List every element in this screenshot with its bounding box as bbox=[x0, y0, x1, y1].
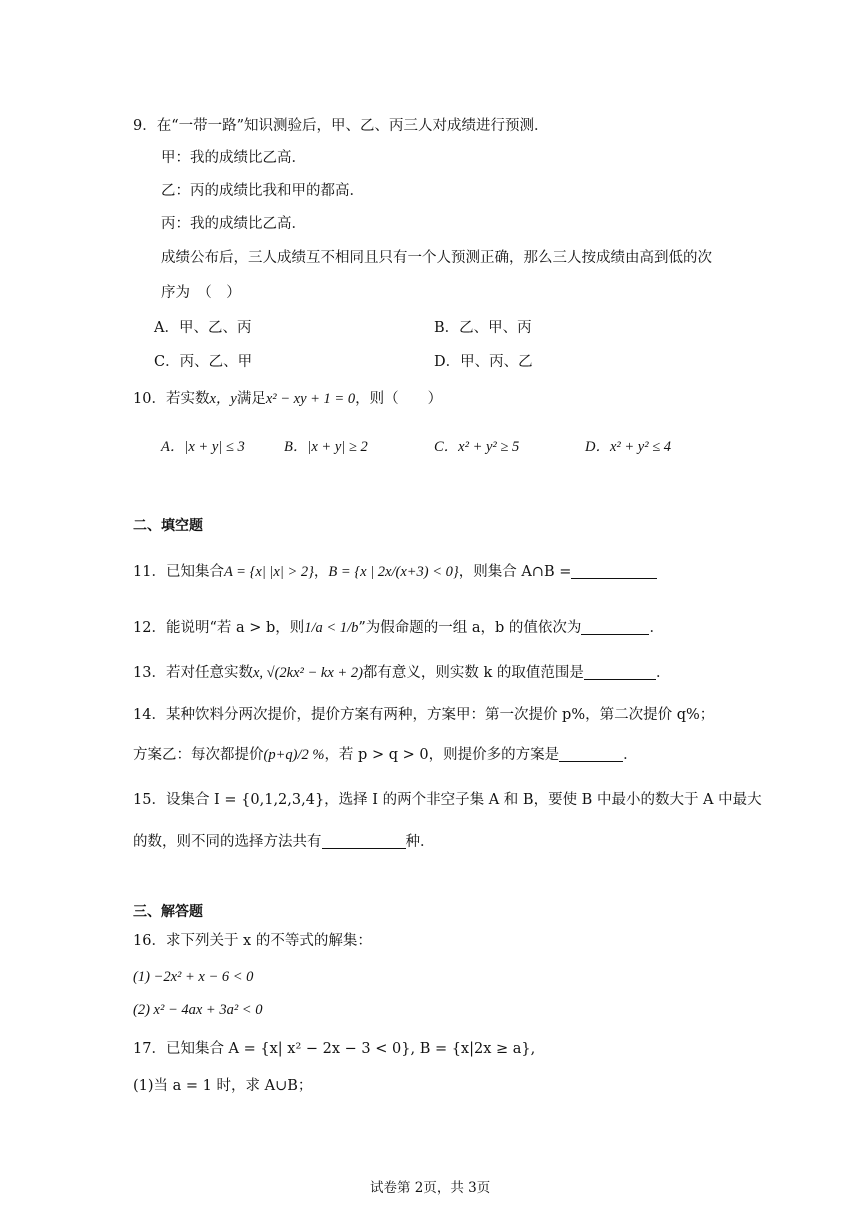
q12-inequality: 1/a < 1/b bbox=[304, 620, 359, 636]
q12-number: 12． bbox=[133, 620, 166, 636]
q11-text: 已知集合 bbox=[165, 564, 224, 580]
q13-text: ． bbox=[655, 665, 671, 681]
q15-text: 设集合 I = {0,1,2,3,4}，选择 I 的两个非空子集 A 和 B，要使 B 中最小的数大于 A 中最大 bbox=[165, 792, 762, 808]
q11-number: 11． bbox=[133, 564, 166, 580]
q15-line1 bbox=[133, 790, 762, 810]
answer-blank[interactable] bbox=[584, 664, 656, 680]
section-heading: 三、解答题 bbox=[133, 904, 203, 920]
q9-option-b: B．乙、甲、丙 bbox=[434, 320, 532, 336]
q9-stem-text: 在“一带一路”知识测验后，甲、乙、丙三人对成绩进行预测． bbox=[156, 118, 549, 134]
q13 bbox=[133, 663, 670, 683]
q10-stem bbox=[133, 389, 442, 409]
q17-stem bbox=[133, 1039, 535, 1059]
q14-line1 bbox=[133, 705, 714, 725]
q15-line2 bbox=[133, 832, 435, 852]
q9-option-d: D．甲、丙、乙 bbox=[434, 354, 533, 370]
q12-text: ． bbox=[649, 620, 664, 636]
q11: 11．已知集合A = {x| |x| > 2}，B = {x | 2x/(x+3) < 0}，则集合 A∩B = bbox=[133, 562, 657, 582]
q12-text: 能说明“若 a > b，则 bbox=[165, 620, 305, 636]
q13-text: 若对任意实数 bbox=[165, 665, 253, 681]
q9-statement: 丙：我的成绩比乙高． bbox=[161, 216, 306, 232]
q17-number: 17． bbox=[133, 1041, 166, 1057]
q9-option-c: C．丙、乙、甲 bbox=[154, 354, 253, 370]
q10-text: 满足 bbox=[236, 391, 266, 407]
q11-set-a: A = {x| |x| > 2} bbox=[223, 564, 314, 580]
q16-part1: (1) −2x² + x − 6 < 0 bbox=[133, 969, 254, 985]
answer-blank[interactable] bbox=[581, 619, 649, 635]
q12 bbox=[133, 618, 664, 638]
q14-text: 方案乙：每次都提价 bbox=[133, 747, 264, 763]
q13-number: 13． bbox=[133, 665, 166, 681]
q10-option-a: A．|x + y| ≤ 3 bbox=[161, 439, 245, 455]
q16-stem bbox=[133, 931, 372, 951]
q10-option-c: C．x² + y² ≥ 5 bbox=[434, 439, 520, 455]
q14-line2 bbox=[133, 745, 638, 765]
q10-equation: x² − xy + 1 = 0 bbox=[265, 391, 356, 407]
q9-continuation: 序为 （ ） bbox=[161, 285, 241, 301]
q16-number: 16． bbox=[133, 933, 166, 949]
q10-option-d: D．x² + y² ≤ 4 bbox=[585, 439, 672, 455]
q11-set-b: B = {x | 2x/(x+3) < 0} bbox=[328, 564, 459, 580]
q14-text: 某种饮料分两次提价，提价方案有两种，方案甲：第一次提价 p%，第二次提价 q%； bbox=[165, 707, 715, 723]
q9-statement: 乙：丙的成绩比我和甲的都高． bbox=[161, 183, 364, 199]
section-heading: 二、填空题 bbox=[133, 518, 203, 534]
q9-statement: 甲：我的成绩比乙高． bbox=[161, 150, 306, 166]
q13-text: 都有意义，则实数 k 的取值范围是 bbox=[362, 665, 584, 681]
q13-expression: x, √(2kx² − kx + 2) bbox=[252, 665, 363, 681]
answer-blank[interactable] bbox=[322, 833, 406, 849]
q9-continuation: 成绩公布后，三人成绩互不相同且只有一个人预测正确，那么三人按成绩由高到低的次 bbox=[161, 250, 712, 266]
q15-number: 15． bbox=[133, 792, 166, 808]
q14-fraction: (p+q)/2 % bbox=[263, 747, 325, 763]
answer-blank[interactable] bbox=[571, 563, 657, 579]
q11-text: ，则集合 A∩B = bbox=[458, 564, 572, 580]
q15-text: 种． bbox=[405, 834, 435, 850]
q10-text: ，则（ ） bbox=[355, 391, 443, 407]
q9-stem bbox=[133, 116, 549, 136]
q9-option-a: A．甲、乙、丙 bbox=[154, 320, 252, 336]
answer-blank[interactable] bbox=[559, 746, 623, 762]
q14-text: ． bbox=[623, 747, 638, 763]
q10-number: 10． bbox=[133, 391, 166, 407]
q17-text: 已知集合 A = {x| x² − 2x − 3 < 0}, B = {x|2x ≥ a}, bbox=[165, 1041, 536, 1057]
q16-text: 求下列关于 x 的不等式的解集： bbox=[165, 933, 372, 949]
q12-text: ”为假命题的一组 a，b 的值依次为 bbox=[358, 620, 582, 636]
q10-variables: x，y bbox=[209, 391, 237, 407]
page-footer: 试卷第 2页，共 3页 bbox=[370, 1180, 491, 1196]
q14-text: ，若 p > q > 0，则提价多的方案是 bbox=[324, 747, 560, 763]
q9-number: 9． bbox=[133, 118, 157, 134]
q10-text: 若实数 bbox=[165, 391, 210, 407]
q17-part1: (1)当 a = 1 时，求 A∪B； bbox=[133, 1078, 313, 1094]
q14-number: 14． bbox=[133, 707, 166, 723]
q15-text: 的数，则不同的选择方法共有 bbox=[133, 834, 322, 850]
q16-part2: (2) x² − 4ax + 3a² < 0 bbox=[133, 1002, 263, 1018]
q10-option-b: B．|x + y| ≥ 2 bbox=[284, 439, 368, 455]
